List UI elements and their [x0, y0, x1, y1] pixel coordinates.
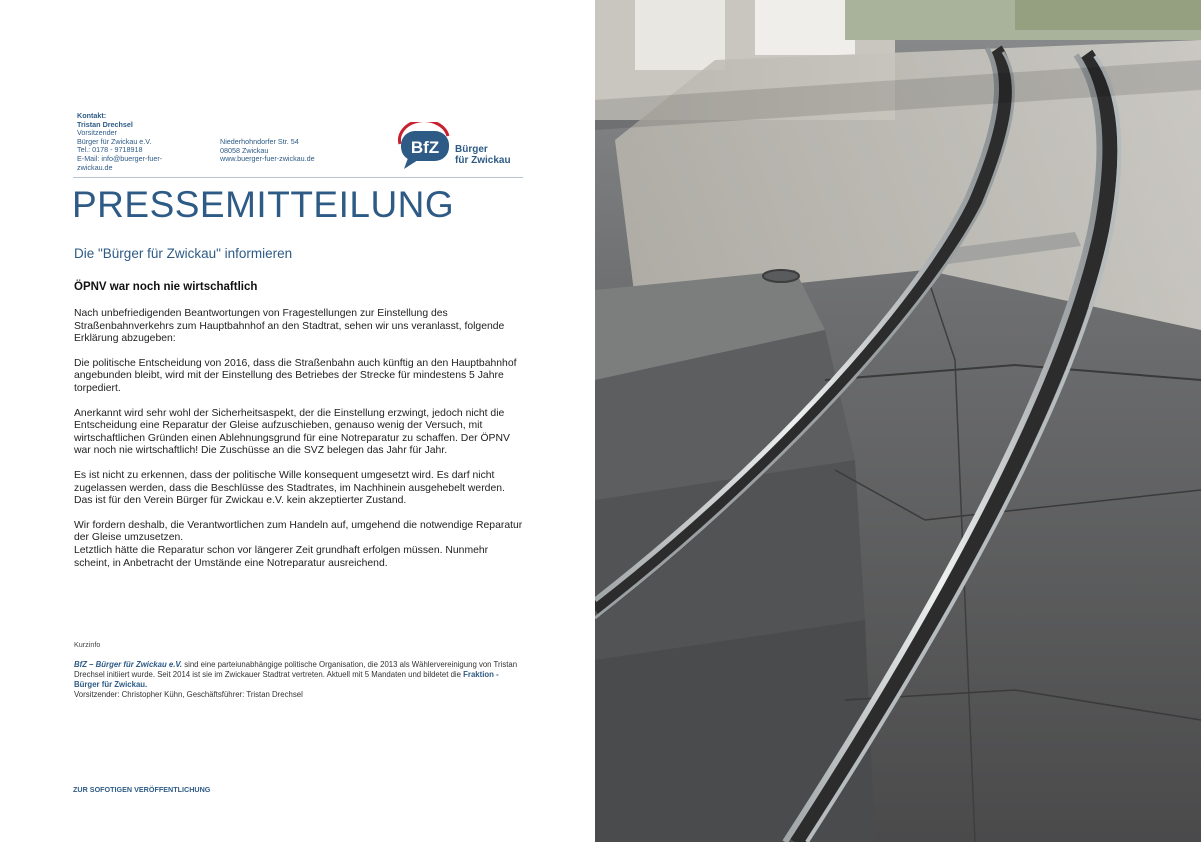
kurzinfo-label: Kurzinfo	[74, 640, 101, 649]
contact-role: Vorsitzender	[77, 128, 117, 138]
page-title: PRESSEMITTEILUNG	[72, 184, 455, 225]
paragraph: Letztlich hätte die Reparatur schon vor längerer Zeit grundhaft erfolgen müssen. Nunmehr scheint, in Anbetracht der Umstände eine Notreparatur ausreichend.	[74, 544, 489, 569]
kurzinfo-board: Vorsitzender: Christopher Kühn, Geschäftsführer: Tristan Drechsel	[74, 690, 303, 699]
address-block	[220, 138, 370, 164]
paragraph: Anerkannt wird sehr wohl der Sicherheitsaspekt, der die Einstellung erzwingt, jedoch nicht die Entscheidung eine Reparatur der Gleise aufzuschieben, genauso wenig der Versuch, mit wirtschaftlichen Gründen einen Ablehnungsgrund für eine Notreparatur zu schaffen. Der ÖPNV war noch nie wirtschaftlich! Die Zuschüsse an die SVZ belegen das Jahr für Jahr.	[74, 407, 510, 457]
contact-email[interactable]: E-Mail: info@buerger-fuer- zwickau.de	[77, 153, 163, 172]
photo-illustration	[595, 0, 1201, 842]
kurzinfo-text: BfZ – Bürger für Zwickau e.V. sind eine parteiunabhängige politische Organisation, die 2013 als Wählervereinigung von Tristan Drechsel initiiert wurde. Seit 2014 ist sie im Zwickauer Stadtrat vertreten. Aktuell mit 5 Mandaten und bildetet die Fraktion - Bürger für Zwickau. Vorsitzender: Christopher Kühn, Geschäftsführer: Tristan Drechsel	[74, 660, 518, 699]
paragraph: Es ist nicht zu erkennen, dass der politische Wille konsequent umgesetzt wird. Es darf nicht zugelassen werden, dass die Beschlüsse des Stadtrates, im Nachhinein ausgehebelt werden.	[74, 469, 505, 494]
header-divider	[73, 177, 523, 178]
article-body	[74, 308, 526, 582]
paragraph: Das ist für den Verein Bürger für Zwickau e.V. kein akzeptierter Zustand.	[74, 495, 407, 507]
paragraph: Wir fordern deshalb, die Verantwortlichen zum Handeln auf, umgehend die notwendige Reparatur der Gleise umzusetzen.	[74, 519, 523, 544]
kurzinfo-org: BfZ – Bürger für Zwickau e.V.	[74, 660, 183, 669]
subtitle: Die "Bürger für Zwickau" informieren	[74, 246, 293, 261]
address-city: 08058 Zwickau	[220, 145, 269, 155]
kurzinfo-faction: Fraktion - Bürger für Zwickau.	[74, 670, 499, 689]
paragraph: Nach unbefriedigenden Beantwortungen von Fragestellungen zur Einstellung des Straßenbahnverkehrs zum Hauptbahnhof an den Stadtrat, sehen wir uns veranlasst, folgende Erklärung abzugeben:	[74, 308, 505, 345]
release-note: ZUR SOFOTIGEN VERÖFFENTLICHUNG	[73, 785, 211, 794]
contact-block	[77, 112, 207, 172]
contact-label: Kontakt:	[77, 111, 107, 120]
contact-name: Tristan Drechsel	[77, 119, 133, 129]
article-heading: ÖPNV war noch nie wirtschaftlich	[74, 281, 258, 293]
logo-mark: BfZ	[410, 138, 440, 157]
tram-tracks-photo	[595, 0, 1201, 842]
contact-phone: Tel.: 0178 - 9718918	[77, 145, 143, 155]
paragraph: Die politische Entscheidung von 2016, dass die Straßenbahn auch künftig an den Hauptbahnhof angebunden bleibt, wird mit der Einstellung des Betriebes der Strecke für mindestens 5 Jahre torpediert.	[74, 357, 517, 394]
contact-org: Bürger für Zwickau e.V.	[77, 136, 152, 146]
speech-bubble-logo-icon	[394, 122, 456, 172]
logo-wordmark: Bürger für Zwickau	[455, 144, 511, 166]
website-link[interactable]: www.buerger-fuer-zwickau.de	[220, 154, 315, 164]
press-release-page	[0, 0, 595, 842]
address-street: Niederhohndorfer Str. 54	[220, 137, 299, 146]
